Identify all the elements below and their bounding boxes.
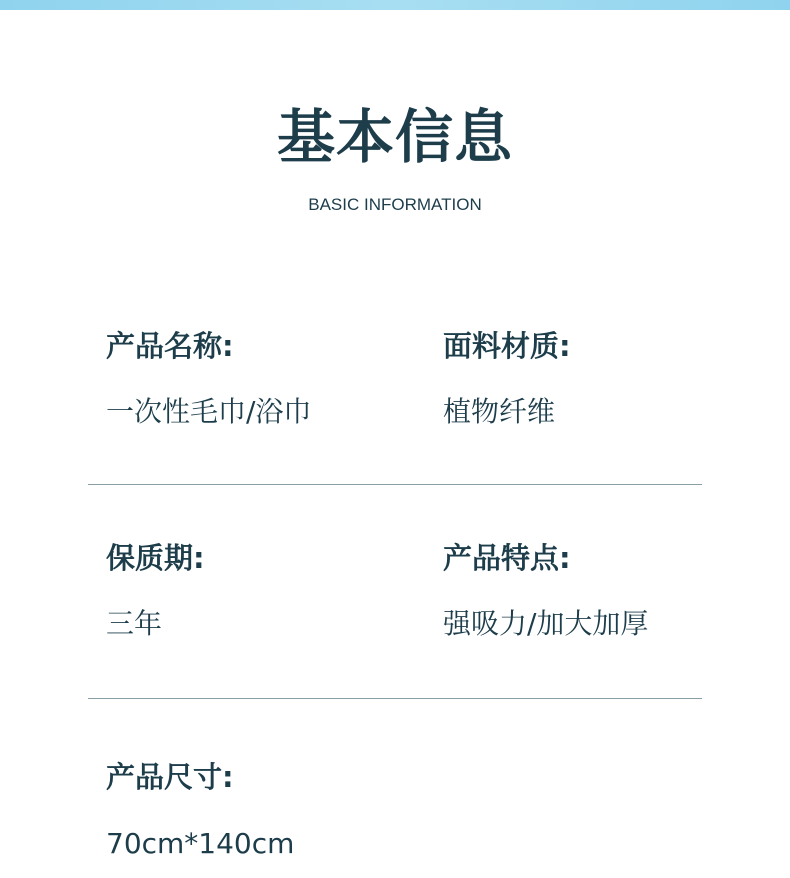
features-value: 强吸力/加大加厚 <box>443 607 649 640</box>
material-value: 植物纤维 <box>443 395 556 428</box>
product-name-label: 产品名称: <box>106 329 234 363</box>
size-value: 70cm*140cm <box>106 827 295 860</box>
divider <box>88 484 702 485</box>
section-subtitle: BASIC INFORMATION <box>308 195 482 214</box>
shelf-life-label: 保质期: <box>106 541 205 575</box>
shelf-life-value: 三年 <box>106 607 163 640</box>
top-accent-bar <box>0 0 790 10</box>
material-label: 面料材质: <box>443 329 571 363</box>
divider <box>88 698 702 699</box>
product-name-value: 一次性毛巾/浴巾 <box>106 395 312 428</box>
features-label: 产品特点: <box>443 541 571 575</box>
size-label: 产品尺寸: <box>106 760 234 794</box>
section-title: 基本信息 <box>276 103 513 171</box>
